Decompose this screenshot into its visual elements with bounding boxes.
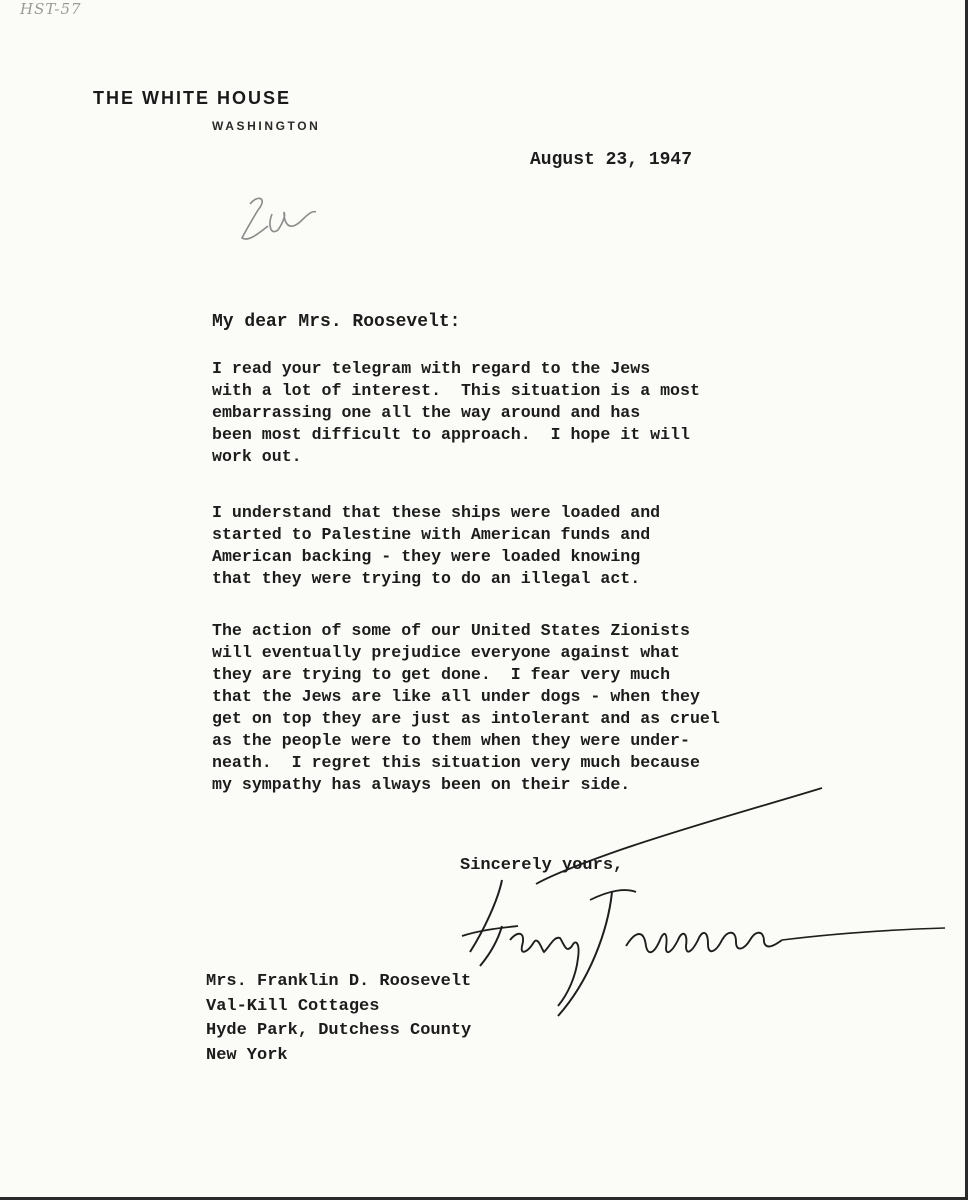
archive-mark: HST-57 [20,0,82,18]
paragraph-line: get on top they are just as intolerant and as cruel [212,709,720,728]
paragraph-line: been most difficult to approach. I hope it will [212,425,690,444]
salutation: My dear Mrs. Roosevelt: [212,312,461,332]
recipient-address [206,970,471,1068]
handwritten-signature [440,780,960,1020]
paragraph-line: embarrassing one all the way around and has [212,403,641,422]
paragraph-line: neath. I regret this situation very much because [212,753,700,772]
paragraph-line: started to Palestine with American funds and [212,525,651,544]
paragraph-line: as the people were to them when they were under- [212,731,690,750]
paragraph-line: The action of some of our United States Zionists [212,621,690,640]
paragraph-line: they are trying to get done. I fear very much [212,665,671,684]
paragraph-line: that they were trying to do an illegal act. [212,569,641,588]
recipient-line: Hyde Park, Dutchess County [206,1021,472,1040]
recipient-name: Mrs. Franklin D. Roosevelt [206,972,472,991]
letter-date: August 23, 1947 [530,150,693,170]
paragraph-line: I read your telegram with regard to the Jews [212,359,651,378]
paragraph-2 [212,502,812,590]
paragraph-line: will eventually prejudice everyone against what [212,643,681,662]
paragraph-line: that the Jews are like all under dogs - when they [212,687,700,706]
paragraph-1 [212,358,812,468]
paragraph-line: American backing - they were loaded knowing [212,547,641,566]
paragraph-line: my sympathy has always been on their side. [212,775,631,794]
closing: Sincerely yours, [460,856,624,875]
paragraph-line: I understand that these ships were loaded and [212,503,661,522]
recipient-line: New York [206,1045,288,1065]
paragraph-3 [212,620,812,796]
letterhead-title: THE WHITE HOUSE [93,88,292,108]
handwritten-initials [228,190,318,250]
paragraph-line: work out. [212,447,302,466]
letterhead-subtitle: WASHINGTON [212,119,321,133]
paragraph-line: with a lot of interest. This situation is a most [212,381,700,400]
recipient-line: Val-Kill Cottages [206,996,380,1016]
